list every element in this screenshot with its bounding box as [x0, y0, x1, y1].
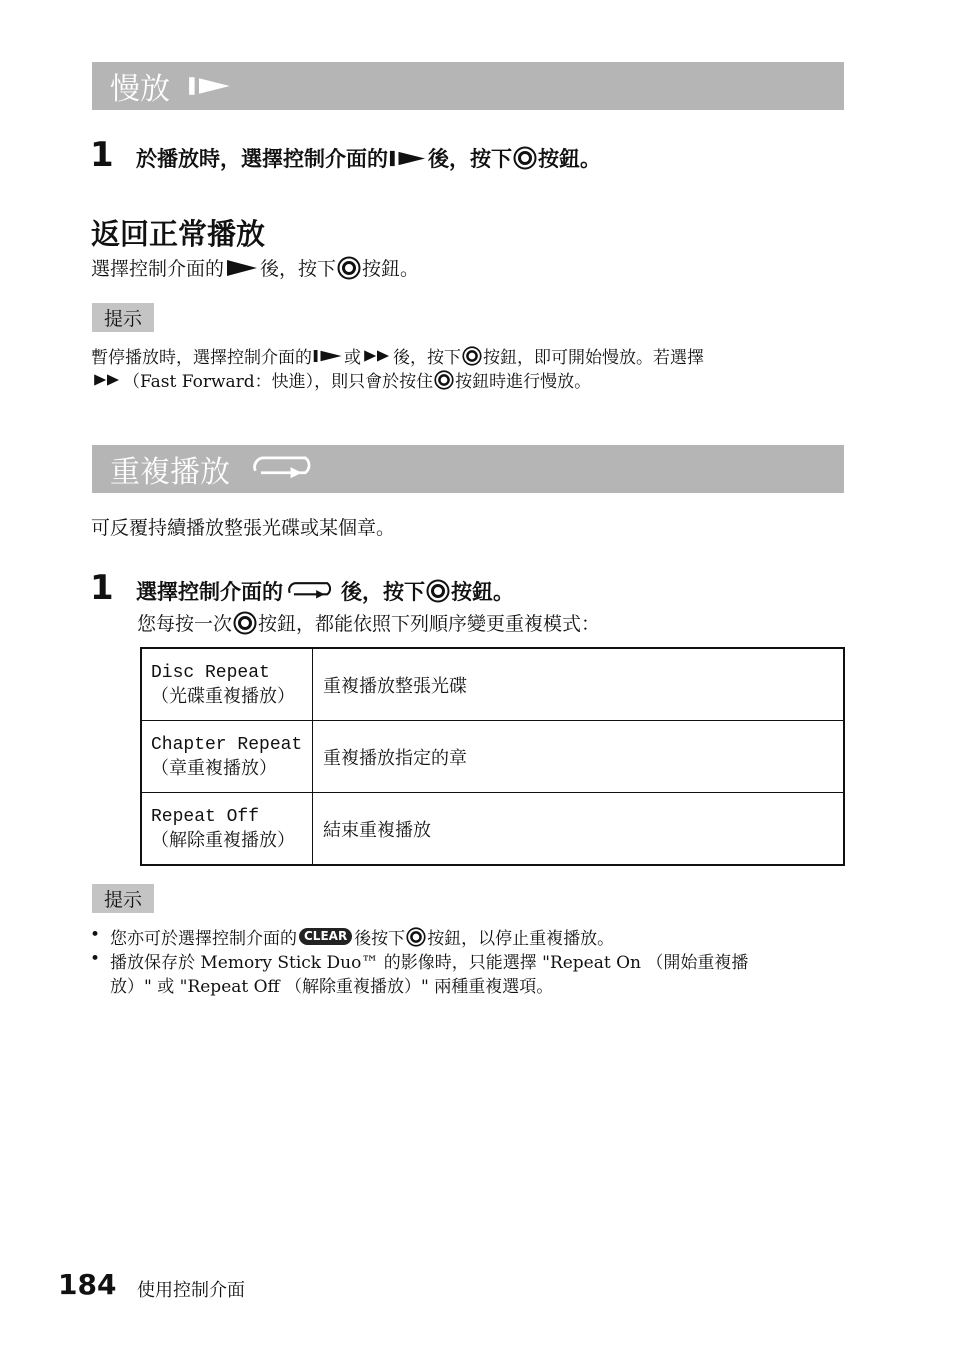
hint-bullet: [110, 924, 614, 949]
mode-desc: 重複播放整張光碟: [313, 648, 845, 721]
bullet-dot: •: [90, 949, 101, 969]
repeat-intro: 可反覆持續播放整張光碟或某個章。: [91, 517, 396, 539]
section-banner-slow-play: [92, 62, 844, 110]
mode-desc: 重複播放指定的章: [313, 721, 845, 793]
step-text-part: 按鈕。: [538, 147, 601, 171]
text-part: 您每按一次: [137, 613, 233, 635]
hint-bullet-continued: 放）" 或 "Repeat Off （解除重複播放）" 兩種重複選項。: [110, 977, 554, 997]
enter-button-icon: [513, 146, 537, 170]
step-text-part: 按鈕。: [451, 580, 514, 604]
hint-text-line: [91, 367, 591, 392]
mode-desc: 結束重複播放: [313, 793, 845, 866]
hint-label: 提示: [92, 303, 154, 332]
step-sub-instruction: [137, 609, 600, 636]
slow-play-icon: [313, 348, 343, 364]
fast-forward-icon: [362, 348, 392, 364]
enter-button-icon: [426, 579, 450, 603]
slow-play-icon: [188, 75, 232, 97]
text-part: 後按下: [354, 929, 406, 949]
enter-button-icon: [233, 611, 257, 635]
repeat-modes-table: [140, 647, 845, 866]
mode-name-cell: [141, 721, 313, 793]
return-instruction: [91, 254, 419, 281]
table-row: [141, 793, 844, 866]
subheading-return-normal: 返回正常播放: [91, 217, 266, 251]
text-part: 後，按下: [393, 348, 461, 368]
clear-button-icon: CLEAR: [299, 928, 352, 945]
page-number: 184: [58, 1268, 117, 1301]
table-row: [141, 648, 844, 721]
text-part: 按鈕時進行慢放。: [455, 372, 592, 392]
mode-name-zh: （解除重複播放）: [151, 829, 295, 851]
mode-name: Disc Repeat: [151, 662, 270, 683]
fast-forward-icon: [92, 372, 122, 388]
step-text-part: 後，按下: [341, 580, 425, 604]
text-part: 按鈕，都能依照下列順序變更重複模式：: [258, 613, 601, 635]
mode-name-cell: [141, 793, 313, 866]
mode-name-zh: （光碟重複播放）: [151, 685, 295, 707]
text-part: 選擇控制介面的: [91, 258, 225, 280]
step-instruction: [136, 576, 514, 606]
bullet-dot: •: [90, 925, 101, 945]
mode-name: Repeat Off: [151, 806, 260, 827]
enter-button-icon: [434, 370, 454, 390]
text-part: 按鈕，以停止重複播放。: [427, 929, 615, 949]
text-part: 您亦可於選擇控制介面的: [110, 929, 297, 949]
mode-name-zh: （章重複播放）: [151, 757, 277, 779]
text-part: （Fast Forward：快進），則只會於按住: [123, 372, 434, 392]
step-text-part: 後，按下: [428, 147, 512, 171]
step-instruction: [136, 143, 601, 173]
hint-text-line: [91, 343, 704, 368]
text-part: 按鈕，即可開始慢放。若選擇: [483, 348, 704, 368]
step-text-part: 選擇控制介面的: [136, 580, 283, 604]
enter-button-icon: [406, 927, 426, 947]
step-number: 1: [90, 568, 114, 608]
step-number: 1: [90, 135, 114, 175]
play-icon: [225, 258, 259, 278]
mode-name-cell: [141, 648, 313, 721]
footer-section-label: 使用控制介面: [137, 1280, 245, 1301]
text-part: 後，按下: [260, 258, 337, 280]
repeat-icon: [284, 579, 340, 604]
section-title: 重複播放: [110, 455, 230, 490]
step-text-part: 於播放時，選擇控制介面的: [136, 147, 388, 171]
text-part: 或: [344, 348, 361, 368]
repeat-icon: [248, 452, 322, 486]
slow-play-icon: [389, 149, 427, 168]
hint-bullet: 播放保存於 Memory Stick Duo™ 的影像時，只能選擇 "Repeat On （開始重複播: [110, 953, 749, 973]
enter-button-icon: [462, 346, 482, 366]
enter-button-icon: [337, 256, 361, 280]
section-title: 慢放: [110, 72, 170, 107]
mode-name: Chapter Repeat: [151, 734, 303, 755]
text-part: 按鈕。: [362, 258, 420, 280]
hint-label: 提示: [92, 884, 154, 913]
text-part: 暫停播放時，選擇控制介面的: [91, 348, 312, 368]
section-banner-repeat-play: [92, 445, 844, 493]
table-row: [141, 721, 844, 793]
